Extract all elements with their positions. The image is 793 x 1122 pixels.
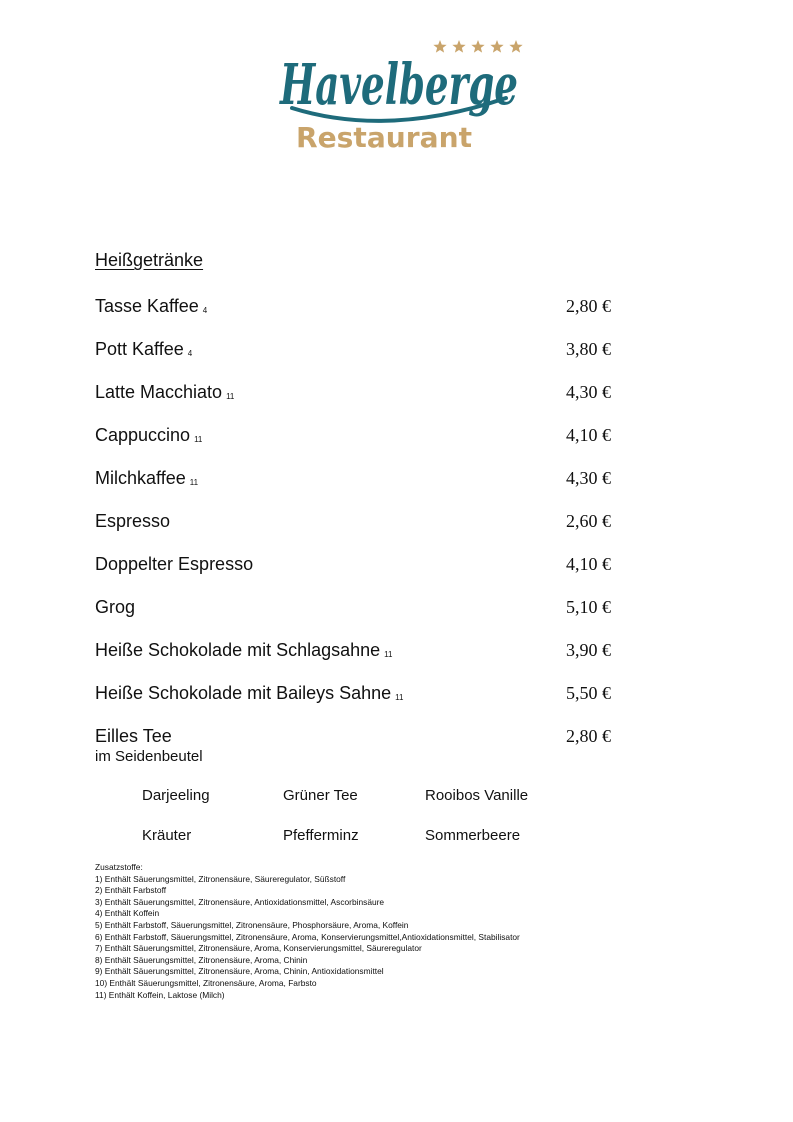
tea-row	[142, 787, 582, 827]
tea-variety: Kräuter	[142, 827, 192, 844]
menu-item	[95, 640, 615, 683]
menu-item	[95, 554, 615, 597]
tea-variety: Darjeeling	[142, 787, 210, 804]
item-price: 5,10 €	[566, 597, 611, 617]
item-name: Eilles Tee	[95, 726, 172, 746]
additive-note: 11	[395, 693, 404, 702]
tea-variety: Grüner Tee	[283, 787, 358, 804]
logo-brand-text: Havelberge	[278, 52, 518, 118]
logo-sub-text: Restaurant	[296, 121, 472, 154]
additive-line: 9) Enthält Säuerungsmittel, Zitronensäure, Aroma, Chinin, Antioxidationsmittel	[95, 966, 384, 977]
item-name: Milchkaffee 11	[95, 468, 199, 488]
additive-note: 4	[202, 306, 208, 315]
havelberge-logo-graphic	[268, 12, 528, 157]
tea-varieties	[142, 787, 582, 867]
item-price: 2,80 €	[566, 726, 611, 746]
item-name: Cappuccino 11	[95, 425, 203, 445]
additive-line: 8) Enthält Säuerungsmittel, Zitronensäure, Aroma, Chinin	[95, 954, 308, 965]
additive-note: 4	[187, 349, 193, 358]
additive-note: 11	[194, 435, 203, 444]
item-name: Latte Macchiato 11	[95, 382, 235, 402]
additive-line: 1) Enthält Säuerungsmittel, Zitronensäure, Säureregulator, Süßstoff	[95, 873, 346, 884]
additive-line: 3) Enthält Säuerungsmittel, Zitronensäure, Antioxidationsmittel, Ascorbinsäure	[95, 896, 385, 907]
menu-item	[95, 296, 615, 339]
item-name: Grog	[95, 597, 136, 617]
additive-note: 11	[384, 650, 393, 659]
item-name: Heiße Schokolade mit Schlagsahne 11	[95, 640, 393, 660]
restaurant-logo	[268, 12, 528, 157]
item-name: Pott Kaffee 4	[95, 339, 193, 359]
star-icon	[433, 40, 446, 53]
item-name: Doppelter Espresso	[95, 554, 254, 574]
menu-item	[95, 683, 615, 726]
menu-item	[95, 468, 615, 511]
additives-legend	[95, 862, 520, 1001]
menu-item	[95, 597, 615, 640]
additive-line: 6) Enthält Farbstoff, Säuerungsmittel, Zitronensäure, Aroma, Konservierungsmittel,Antioxidationsmittel, Stabilisator	[95, 931, 520, 942]
additive-note: 11	[189, 478, 199, 487]
additives-title: Zusatzstoffe:	[95, 862, 143, 872]
item-price: 3,80 €	[566, 339, 611, 359]
item-name: Heiße Schokolade mit Baileys Sahne 11	[95, 683, 404, 703]
star-icon	[452, 40, 465, 53]
item-price: 2,60 €	[566, 511, 611, 531]
menu-item	[95, 382, 615, 425]
menu-item	[95, 339, 615, 382]
item-price: 4,10 €	[566, 425, 611, 445]
item-subtitle: im Seidenbeutel	[95, 748, 203, 765]
item-price: 2,80 €	[566, 296, 611, 316]
tea-row	[142, 827, 582, 867]
rating-stars	[433, 40, 522, 53]
tea-variety: Pfefferminz	[283, 827, 359, 844]
item-price: 4,30 €	[566, 468, 611, 488]
additive-line: 4) Enthält Koffein	[95, 908, 160, 919]
star-icon	[509, 40, 522, 53]
section-title: Heißgetränke	[95, 250, 204, 270]
item-price: 4,30 €	[566, 382, 611, 402]
star-icon	[490, 40, 503, 53]
tea-variety: Sommerbeere	[425, 827, 521, 844]
menu-item	[95, 511, 615, 554]
additive-line: 11) Enthält Koffein, Laktose (Milch)	[95, 989, 225, 1000]
tea-variety: Rooibos Vanille	[425, 787, 529, 804]
menu-item	[95, 425, 615, 468]
star-icon	[471, 40, 484, 53]
additive-line: 10) Enthält Säuerungsmittel, Zitronensäure, Aroma, Farbsto	[95, 977, 317, 988]
menu-items-list	[95, 296, 615, 769]
item-name: Tasse Kaffee 4	[95, 296, 208, 316]
additive-line: 7) Enthält Säuerungsmittel, Zitronensäure, Aroma, Konservierungsmittel, Säureregulator	[95, 943, 422, 954]
item-price: 5,50 €	[566, 683, 611, 703]
item-name: Espresso	[95, 511, 171, 531]
item-price: 4,10 €	[566, 554, 611, 574]
additive-line: 2) Enthält Farbstoff	[95, 885, 167, 896]
additive-note: 11	[226, 392, 235, 401]
item-price: 3,90 €	[566, 640, 611, 660]
menu-item	[95, 726, 615, 769]
additive-line: 5) Enthält Farbstoff, Säuerungsmittel, Zitronensäure, Phosphorsäure, Aroma, Koffein	[95, 919, 409, 930]
